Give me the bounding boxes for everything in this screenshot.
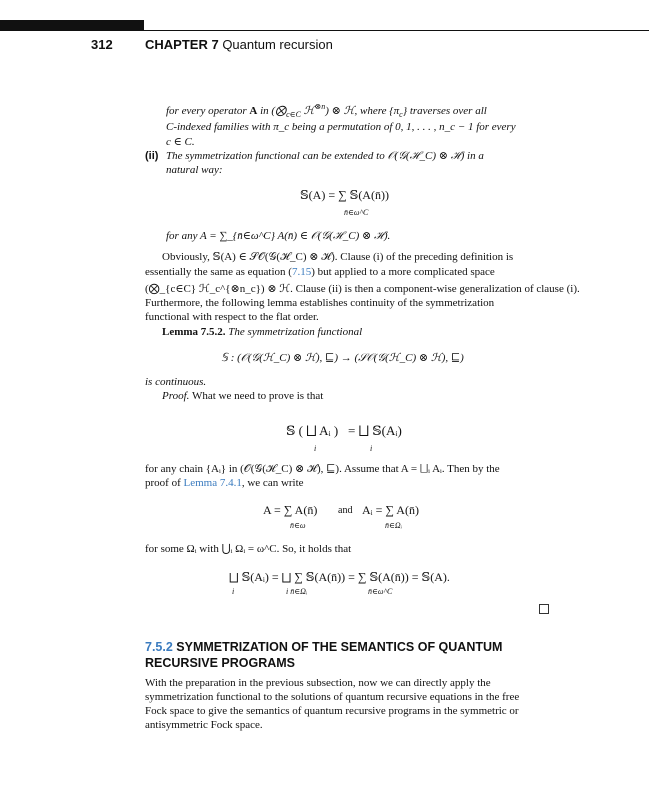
section-para-line3: Fock space to give the semantics of quantum recursive programs in the symmetric or — [145, 705, 519, 717]
section-number: 7.5.2 — [145, 640, 173, 654]
lemma-heading — [162, 325, 362, 339]
proof-eq2-b: Aᵢ = ∑ A(n̄) — [362, 503, 419, 517]
proof-chain-line: for any chain {Aᵢ} in (𝒪(𝒢(ℋ_C) ⊗ ℋ), ⊑). Assume that A = ⨆ᵢ Aᵢ. Then by the — [145, 463, 500, 475]
proof-eq2-a: A = ∑ A(n̄) — [263, 503, 318, 517]
para1-line5: functional with respect to the flat order. — [145, 311, 319, 323]
section-para-line1: With the preparation in the previous subsection, now we can directly apply the — [145, 677, 491, 689]
clause-ii-eq-subscript: n̄∈ω^C — [344, 208, 369, 217]
section-title-line2: RECURSIVE PROGRAMS — [145, 656, 296, 670]
proof-eq2-a-under: n̄∈ω — [290, 521, 306, 530]
chapter-title: Quantum recursion — [222, 37, 333, 52]
section-para-line4: antisymmetric Fock space. — [145, 719, 263, 731]
proof-eq1-under-left: i — [314, 444, 317, 453]
proof-eq1-under-right: i — [370, 444, 373, 453]
chapter-label: CHAPTER 7 — [145, 37, 219, 52]
proof-eq3-under1: i — [232, 587, 235, 596]
equation-ref-link[interactable]: 7.15 — [291, 266, 312, 278]
clause-ii-line2: natural way: — [166, 164, 223, 176]
section-title-line1: SYMMETRIZATION OF THE SEMANTICS OF QUANTUM — [176, 640, 503, 654]
clause-i-line2: C-indexed families with π_c being a permutation of 0, 1, . . . , n_c − 1 for every — [166, 121, 516, 133]
lemma-label: Lemma 7.5.2. — [162, 326, 226, 338]
section-heading-line1 — [145, 640, 502, 654]
para1-line1: Obviously, 𝕊(A) ∈ 𝒮𝒪(𝒢(ℋ_C) ⊗ ℋ). Clause (i) of the preceding definition is — [162, 251, 514, 263]
clause-i-line3: c ∈ C. — [166, 136, 195, 148]
lemma-title: The symmetrization functional — [228, 326, 363, 338]
proof-eq3-under3: n̄∈ω^C — [368, 587, 393, 596]
section-para-line2: symmetrization functional to the solutions of quantum recursive equations in the free — [145, 691, 520, 703]
proof-intro: Proof. What we need to prove is that — [162, 390, 324, 402]
proof-eq2-and: and — [338, 505, 353, 516]
proof-some-line: for some Ωᵢ with ⋃ᵢ Ωᵢ = ω^C. So, it holds that — [145, 543, 352, 555]
proof-eq1-right: = ⨆ 𝕊(Aᵢ) — [348, 423, 402, 438]
proof-label: Proof. — [162, 390, 190, 402]
proof-ref-line: proof of Lemma 7.4.1, we can write — [145, 477, 304, 489]
para1-line4: Furthermore, the following lemma establishes continuity of the symmetrization — [145, 297, 495, 309]
clause-ii-after: for any A = ∑_{n̄∈ω^C} A(n̄) ∈ 𝒪(𝒢(ℋ_C) ⊗ ℋ). — [166, 230, 391, 242]
proof-eq2-b-under: n̄∈Ωᵢ — [385, 521, 402, 530]
clause-ii-label: (ii) — [145, 150, 159, 162]
clause-ii-equation: 𝕊(A) = ∑ 𝕊(A(n̄)) — [300, 188, 389, 202]
page-number: 312 — [91, 37, 113, 52]
lemma-equation: 𝕊 : (𝒪(𝒢(ℋ_C) ⊗ ℋ), ⊑) → (𝒮𝒪(𝒢(ℋ_C) ⊗ ℋ), ⊑) — [221, 352, 464, 364]
running-head — [145, 37, 333, 52]
proof-eq3: ⨆ 𝕊(Aᵢ) = ⨆ ∑ 𝕊(A(n̄)) = ∑ 𝕊(A(n̄)) = 𝕊(A). — [229, 570, 450, 584]
clause-ii-line1: The symmetrization functional can be extended to 𝒪(𝒢(ℋ_C) ⊗ ℋ) in a — [166, 150, 484, 162]
para1-line3: (⨂_{c∈C} ℋ_c^{⊗n_c}) ⊗ ℋ. Clause (ii) is then a component-wise generalization of clause (i). — [145, 283, 580, 295]
para1-line2: essentially the same as equation (7.15) but applied to a more complicated space — [145, 266, 495, 278]
proof-eq1-left: 𝕊 ( ⨆ Aᵢ ) — [286, 423, 339, 438]
proof-eq3-under2: i n̄∈Ωᵢ — [286, 587, 308, 596]
header-rule — [0, 30, 649, 31]
lemma-ref-link[interactable]: Lemma 7.4.1 — [183, 477, 242, 489]
lemma-after: is continuous. — [145, 376, 207, 388]
clause-i-line1: for every operator A in ($⨂_{c\in C}$ ℋ$^{\otimes n}$) ⊗ ℋ, where $\{\pi_c\}$ traverses over all — [166, 102, 487, 119]
qed-box — [539, 604, 549, 614]
